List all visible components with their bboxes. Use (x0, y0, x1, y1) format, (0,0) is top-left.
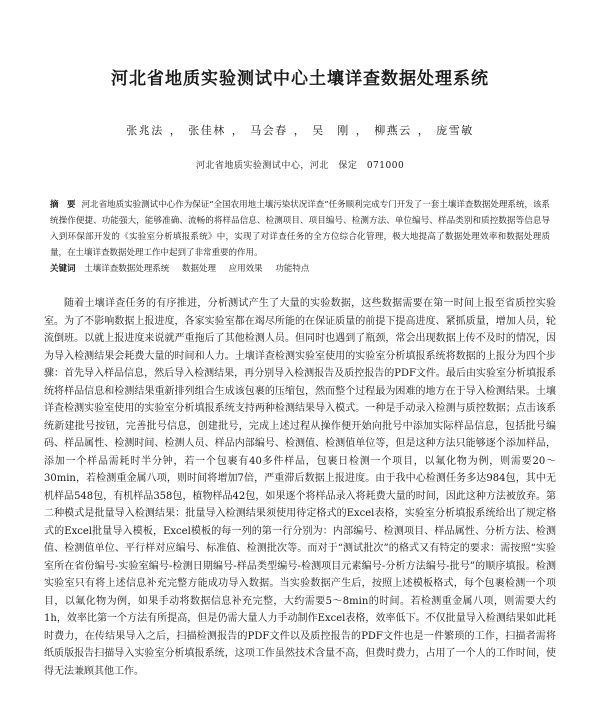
author-name: 张佳林 (188, 124, 226, 137)
paper-title: 河北省地质实验测试中心土壤详查数据处理系统 (111, 69, 489, 89)
author-affiliation: 河北省地质实验测试中心，河北 保定 071000 (195, 161, 405, 171)
keyword: 功能特点 (275, 264, 310, 274)
author-name: 柳燕云 (374, 124, 412, 137)
abstract-text: 河北省地质实验测试中心作为保证“全国农用地土壤污染状况详查”任务顺利完成专门开发了一套土壤详查数据处理系统，该系统操作便捷、功能强大，能够准确、流畅的将样品信息、检测项目、项目编号、检测方法、单位编号、样品类别和质控数据等信息导入到环保部开发的《实验室分析填报系统》中，实现了对详查任务的全方位综合化管理，极大地提高了数据处理效率和数据处理质量，在土壤详查数据处理工作中起到了非常重要的作用。 (50, 200, 550, 258)
keywords (44, 261, 556, 277)
keyword: 数据处理 (181, 264, 216, 274)
abstract (44, 197, 556, 261)
keyword: 土壤详查数据处理系统 (84, 264, 170, 274)
author-name: 吴 刚 (312, 124, 350, 137)
keyword: 应用效果 (228, 264, 263, 274)
keywords-label: 关键词 (50, 264, 76, 274)
abstract-label: 摘 要 (50, 200, 76, 210)
author-name: 马会春 (250, 124, 288, 137)
author-name: 张兆法 (126, 124, 164, 137)
body-paragraph: 随着土壤详查任务的有序推进，分析测试产生了大量的实验数据，这些数据需要在第一时间上报至省质控实验室。为了不影响数据上报进度，各家实验室都在竭尽所能的在保证质量的前提下提高进度、紧抓质量，增加人员，轮流倒班。以就上报进度来说就严重拖后了其他检测人员。但同时也遇到了瓶颈，常会出现数据上传不及时的情况，因为导入检测结果会耗费大量的时间和人力。土壤详查检测实验室使用的实验室分析填报系统将数据的上报分为四个步骤：首先导入样品信息，然后导入检测结果，再分别导入检测报告及质控报告的PDF文件。最后由实验室分析填报系统将样品信息和检测结果重新排列组合生成该包裹的压缩包，然而整个过程最为困难的地方在于导入检测结果。土壤详查检测实验室使用的实验室分析填报系统支持两种检测结果导入模式。一种是手动录入检测与质控数据；点击该系统新建批号按钮，完善批号信息，创建批号，完成上述过程从操作便开始向批号中添加实际样品信息，包括批号编码、样品属性、检测时间、检测人员、样品内部编号、检测值、检测值单位等，但是这种方法只能够逐个添加样品，添加一个样品需耗时半分钟，若一个包裹有40多件样品，包裹日检测一个项目，以氟化物为例，则需要20～30min，若检测重金属八项，则时间将增加7倍，严重滞后数据上报进度。由于我中心检测任务多达984包，其中无机样品548包，有机样品358包，植物样品42包，如果逐个将样品录入将耗费大量的时间，因此这种方法被放弃。第二种模式是批量导入检测结果：批量导入检测结果须使用待定格式的Excel表格，实验室分析填报系统给出了规定格式的Excel批量导入模板，Excel模板的每一列的第一行分别为：内部编号、检测项目、样品属性、分析方法、检测值、检测值单位、平行样对应编号、标准值、检测批次等。而对于“测试批次”的格式又有特定的要求：需按照“实验室所在省份编号-实验室编号-检测日期编号-样品类型编号-检测项目元素编号-分析方法编号-批号”的顺序填报。检测实验室只有将上述信息补充完整方能成功导入数据。当实验数据产生后，按照上述模板格式，每个包裹检测一个项目，以氟化物为例，如果手动将数据信息补充完整，大约需要5～8min的时间。若检测重金属八项，则需要大约1h，效率比第一个方法有所提高，但是仍需大量人力手动制作Excel表格，效率低下。不仅批量导入检测结果如此耗时费力，在传结果导入之后，扫描检测报告的PDF文件以及质控报告的PDF文件也是一件繁琐的工作，扫描者需将纸质版报告扫描导入实验室分析填报系统，这项工作虽然技术含量不高，但费时费力，占用了一个人的工作时间，使得无法兼顾其他工作。 (44, 298, 556, 677)
author-name: 庞雪敏 (436, 124, 474, 137)
author-list: 张兆法 ， 张佳林 ， 马会春 ， 吴 刚 ， 柳燕云 ， 庞雪敏 (126, 124, 474, 137)
